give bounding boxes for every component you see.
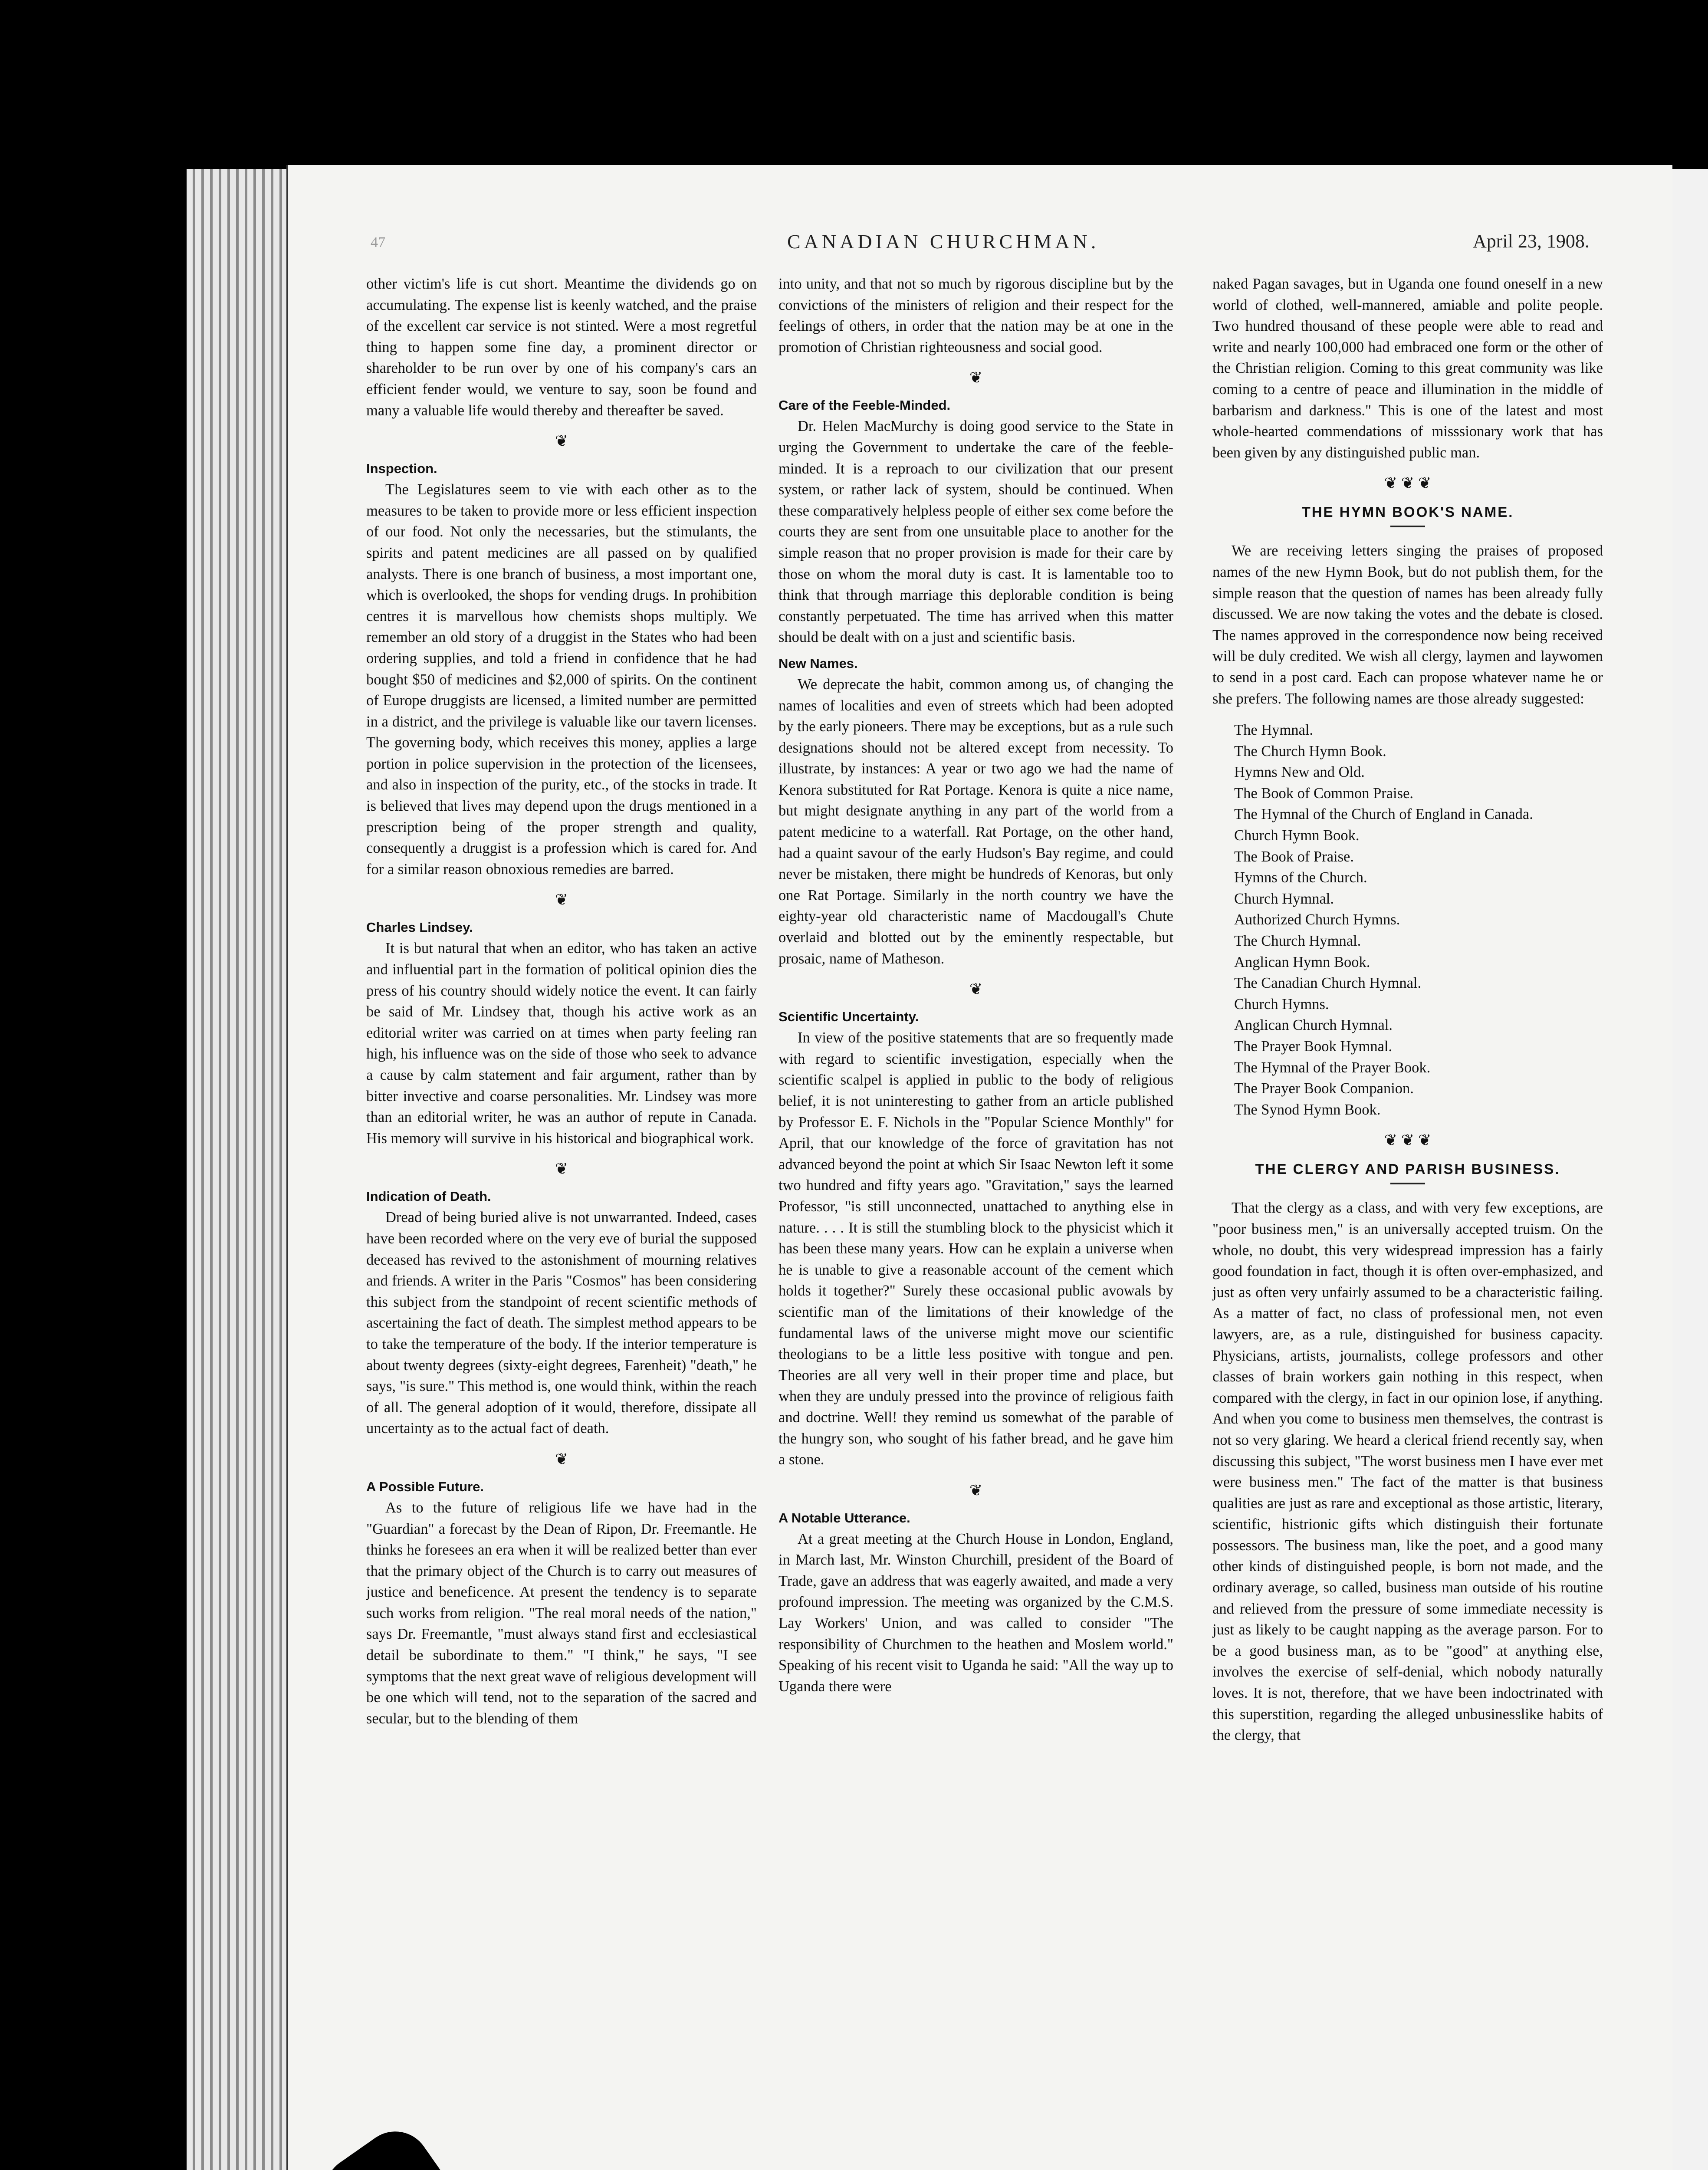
list-item: Church Hymn Book. xyxy=(1234,827,1360,844)
book-page-edges xyxy=(187,169,299,2170)
ornament-icon: ❦ xyxy=(555,891,568,909)
publication-title: CANADIAN CHURCHMAN. xyxy=(787,230,1100,253)
list-item: Anglican Hymn Book. xyxy=(1234,953,1370,970)
hymn-names-list xyxy=(1212,720,1603,1120)
death-heading: Indication of Death. xyxy=(366,1189,491,1204)
lindsey-heading: Charles Lindsey. xyxy=(366,920,473,935)
list-item: The Hymnal of the Church of England in Canada. xyxy=(1234,806,1533,823)
list-item: The Synod Hymn Book. xyxy=(1234,1101,1381,1118)
page-number: 47 xyxy=(371,234,385,250)
ornament-icon: ❦ xyxy=(555,1450,568,1468)
ornament-icon: ❦ xyxy=(969,369,983,387)
column-3 xyxy=(1212,273,1603,1746)
running-header xyxy=(288,230,1672,265)
heading-rule xyxy=(1390,526,1425,527)
clergy-body: That the clergy as a class, and with very few exceptions, are "poor business men," is an universally accepted truism. On the whole, no doubt, this very widespread impression has a fairly good foundation in fact, though it is often over-emphasized, and just as often very unfairly assumed to be a characteristic failing. As a matter of fact, no class of professional men, not even lawyers, are, as a rule, distinguished for business capacity. Physicians, artists, journalists, college professors and other classes of brain workers gain nothing in this respect, when compared with the clergy, in fact in our opinion lose, if anything. And when you come to business men themselves, the contrast is not so very glaring. We heard a clerical friend recently say, when discussing this subject, "The worst business men I have ever met were business men." The fact of the matter is that business qualities are just as rare and exceptional as those artistic, literary, scientific, histrionic gifts which distinguish their fortunate possessors. The business man, like the poet, and a good many other kinds of distinguished people, is born not made, and the ordinary average, so called, business man outside of his routine and relieved from the pressure of some immediate necessity is just as likely to be caught napping as the average parson. For to be a good business man, as to be "good" at anything else, involves the exercise of self-denial, which nobody naturally loves. It is not, therefore, that we have been indoctrinated with this superstition, regarding the alleged unbusinesslike habits of the clergy, that xyxy=(1212,1200,1603,1744)
science-body: In view of the positive statements that are so frequently made with regard to scientific investigation, especially when the scientific scalpel is applied in public to the body of religious belief, it is not uninteresting to gather from an article published by Professor E. F. Nichols in the "Popular Science Monthly" for April, that our knowledge of the force of gravitation has not advanced beyond the point at which Sir Isaac Newton left it some two hundred and fifty years ago. "Gravitation," says the learned Professor, "is still unconnected, unattached to anything else in nature. . . . It is still the stumbling block to the physicist which it has been these many years. How can he explain a universe when he is unable to give a reasonable account of the cement which holds it together?" Surely these occasional public avowals by scientific man of the limitations of their knowledge of the fundamental laws of the universe might move our scientific theologians to be a little less positive with tongue and pen. Theories are all very well in their proper time and place, but when they are unduly pressed into the province of religious faith and doctrine. Well! they remind us somewhat of the parable of the hungry son, who sought of his father bread, and he gave him a stone. xyxy=(778,1029,1173,1468)
names-heading: New Names. xyxy=(778,655,858,671)
list-item: The Hymnal of the Prayer Book. xyxy=(1234,1059,1431,1076)
triple-ornament-icon: ❦ ❦ ❦ xyxy=(1384,1131,1432,1149)
issue-date: April 23, 1908. xyxy=(1473,230,1590,252)
col2-intro: into unity, and that not so much by rigorous discipline but by the convictions of the ministers of religion and their respect for the feelings of others, in order that the nation may be at one in the promotion of Christian righteousness and social good. xyxy=(778,276,1173,355)
list-item: Church Hymnal. xyxy=(1234,890,1334,907)
triple-ornament-icon: ❦ ❦ ❦ xyxy=(1384,474,1432,492)
list-item: The Church Hymnal. xyxy=(1234,933,1361,950)
ornament-icon: ❦ xyxy=(555,432,568,450)
list-item: Hymns New and Old. xyxy=(1234,764,1365,781)
col1-intro: other victim's life is cut short. Meantime the dividends go on accumulating. The expense list is keenly watched, and the praise of the excellent car service is not stinted. Were a most regretful thing to happen some fine day, a prominent director or shareholder to be run over by one of his company's cars an efficient fender would, we venture to say, soon be found and many a valuable life would thereby and thereafter be saved. xyxy=(366,276,757,419)
list-item: The Book of Praise. xyxy=(1234,848,1354,865)
ornament-icon: ❦ xyxy=(969,1481,983,1499)
list-item: Authorized Church Hymns. xyxy=(1234,911,1400,928)
list-item: The Canadian Church Hymnal. xyxy=(1234,975,1422,992)
list-item: Anglican Church Hymnal. xyxy=(1234,1017,1393,1034)
feeble-body: Dr. Helen MacMurchy is doing good service to the State in urging the Government to undertake the care of the feeble-minded. It is a reproach to our civilization that our present system, or rather lack of system, should be continued. When these comparatively helpless people of either sex come before the courts they are sent from one unsuitable place to another for the simple reason that no proper provision is made for their care by those on whom the moral duty is cast. It is lamentable too to think that through marriage this deplorable condition is being constantly perpetuated. The time has arrived when this matter should be dealt with on a just and scientific basis. xyxy=(778,418,1173,646)
column-2 xyxy=(778,273,1173,1697)
names-body: We deprecate the habit, common among us, of changing the names of localities and even of streets which had been adopted by the early pioneers. There may be exceptions, but as a rule such designations should not be altered except from necessity. To illustrate, by instances: A year or two ago we had the name of Kenora substituted for Rat Portage. Kenora is quite a nice name, but might designate anything in any part of the world from a patent medicine to a waterfall. Rat Portage, on the other hand, had a quaint savour of the early Hudson's Bay regime, and could never be mistaken, there might be hundreds of Kenoras, but only one Rat Portage. Similarly in the north country we have the eighty-year old characteristic name of Macdougall's Chute overlaid and blotted out by the eminently respectable, but prosaic, name of Matheson. xyxy=(778,676,1173,967)
future-body: As to the future of religious life we have had in the "Guardian" a forecast by the Dean of Ripon, Dr. Freemantle. He thinks he foresees an era when it will be realized better than ever that the primary object of the Church is to carry out measures of justice and beneficence. At present the tendency is to separate such works from religion. "The real moral needs of the nation," says Dr. Freemantle, "must always stand first and ecclesiastical detail be subordinate to them." "I think," he says, "I see symptoms that the next great wave of religious development will be one which will tend, not to the separation of the sacred and secular, but to the blending of them xyxy=(366,1499,757,1727)
column-1 xyxy=(366,273,757,1729)
col3-intro: naked Pagan savages, but in Uganda one found oneself in a new world of clothed, well-mannered, amiable and polite people. Two hundred thousand of these people were able to read and write and nearly 100,000 had embraced one form or the other of the Christian religion. Coming to this great community was like coming to a centre of peace and illumination in the middle of barbarism and darkness." This is one of the latest and most whole-hearted commendations of misssionary work that has been given by any distinguished public man. xyxy=(1212,276,1603,461)
list-item: Church Hymns. xyxy=(1234,996,1329,1013)
death-body: Dread of being buried alive is not unwarranted. Indeed, cases have been recorded where on the very eve of burial the supposed deceased has revived to the astonishment of mourning relatives and friends. A writer in the Paris "Cosmos" has been considering this subject from the standpoint of recent scientific methods of ascertaining the fact of death. The simplest method appears to be to take the temperature of the body. If the interior temperature is about twenty degrees (sixty-eight degrees, Farenheit) "death," he says, "is sure." This method is, one would think, within the reach of all. The general adoption of it would, therefore, dissipate all uncertainty as to the actual fact of death. xyxy=(366,1209,757,1437)
feeble-heading: Care of the Feeble-Minded. xyxy=(778,398,951,413)
list-item: The Prayer Book Hymnal. xyxy=(1234,1038,1393,1055)
inspection-body: The Legislatures seem to vie with each other as to the measures to be taken to provide more or less efficient inspection of our food. Not only the necessaries, but the stimulants, the spirits and patent medicines are all passed on by qualified analysts. There is one branch of business, a most important one, which is overlooked, the shops for vending drugs. In prohibition centres it is marvellous how chemists shops multiply. We remember an old story of a druggist in the States who had been ordering supplies, and told a friend in confidence that he had bought $50 of medicines and $2,000 of spirits. On the continent of Europe druggists are licensed, a limited number are permitted in a district, and the privilege is valuable like our tavern licenses. The governing body, which receives this money, applies a large portion in police supervision in the protection of the licensees, and also in inspection of the purity, etc., of the stocks in trade. It is believed that lives may depend upon the drugs mentioned in a prescription being of the proper strength and quality, consequently a druggist is a profession which is cared for. And for a similar reason obnoxious remedies are barred. xyxy=(366,481,757,878)
inspection-heading: Inspection. xyxy=(366,461,437,477)
ornament-icon: ❦ xyxy=(969,980,983,998)
heading-rule xyxy=(1390,1183,1425,1184)
list-item: Hymns of the Church. xyxy=(1234,869,1367,886)
hymn-heading: THE HYMN BOOK'S NAME. xyxy=(1301,504,1514,520)
page xyxy=(286,165,1672,2170)
clergy-heading: THE CLERGY AND PARISH BUSINESS. xyxy=(1255,1161,1560,1177)
science-heading: Scientific Uncertainty. xyxy=(778,1009,919,1025)
future-heading: A Possible Future. xyxy=(366,1479,484,1494)
list-item: The Prayer Book Companion. xyxy=(1234,1080,1414,1097)
utterance-body: At a great meeting at the Church House in London, England, in March last, Mr. Winston Churchill, president of the Board of Trade, gave an address that was eagerly awaited, and made a very profound impression. The meeting was organized by the C.M.S. Lay Workers' Union, and was called to consider "The responsibility of Churchmen to the heathen and Moslem world." Speaking of his recent visit to Uganda he said: "All the way up to Uganda there were xyxy=(778,1530,1173,1695)
list-item: The Book of Common Praise. xyxy=(1234,785,1414,802)
utterance-heading: A Notable Utterance. xyxy=(778,1510,910,1526)
lindsey-body: It is but natural that when an editor, who has taken an active and influential part in the formation of political opinion dies the press of his country should widely notice the event. It can fairly be said of Mr. Lindsey that, though his active work as an editorial writer was carried on at times when party feeling ran high, his influence was on the side of those who seek to advance a cause by calm statement and fair argument, rather than by bitter invective and coarse personalities. Mr. Lindsey was more than an editorial writer, he was an author of repute in Canada. His memory will survive in his historical and biographical work. xyxy=(366,940,757,1147)
ornament-icon: ❦ xyxy=(555,1160,568,1178)
hymn-body: We are receiving letters singing the praises of proposed names of the new Hymn Book, but do not publish them, for the simple reason that the question of names has been already fully discussed. We are now taking the votes and the debate is closed. The names approved in the correspondence now being received will be duly credited. We wish all clergy, laymen and laywomen to send in a post card. Each can propose whatever name he or she prefers. The following names are those already suggested: xyxy=(1212,542,1603,707)
list-item: The Church Hymn Book. xyxy=(1234,743,1386,760)
list-item: The Hymnal. xyxy=(1234,722,1314,739)
